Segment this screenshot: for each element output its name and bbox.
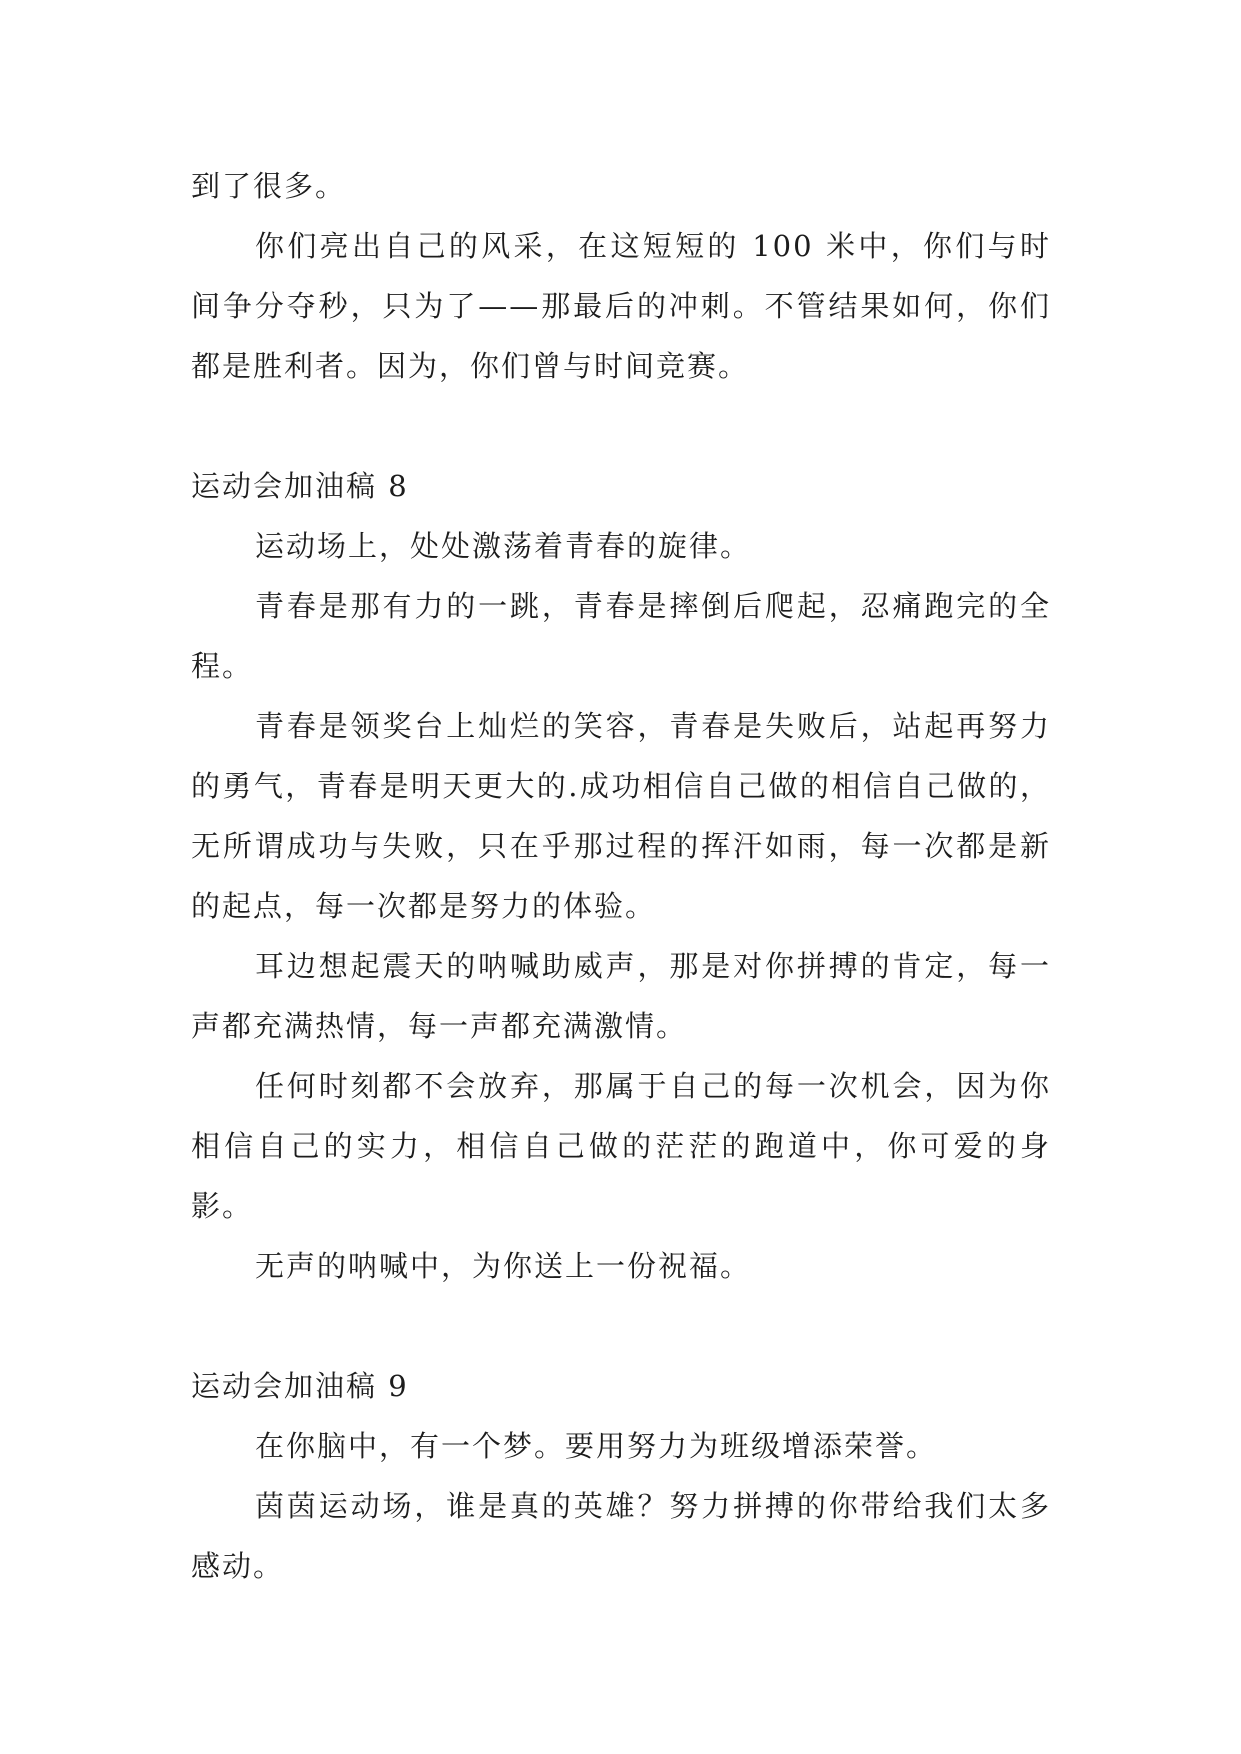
section-spacer xyxy=(191,1296,1051,1356)
paragraph: 青春是那有力的一跳，青春是摔倒后爬起，忍痛跑完的全程。 xyxy=(191,589,1051,683)
section-heading-9: 运动会加油稿 9 xyxy=(191,1369,409,1403)
section-heading-8: 运动会加油稿 8 xyxy=(191,469,409,503)
paragraph: 青春是领奖台上灿烂的笑容，青春是失败后，站起再努力的勇气，青春是明天更大的.成功相信自己做的相信自己做的，无所谓成功与失败，只在乎那过程的挥汗如雨，每一次都是新的起点，每一次都是努力的体验。 xyxy=(191,709,1051,923)
document-body xyxy=(191,156,1051,1596)
paragraph: 在你脑中，有一个梦。要用努力为班级增添荣誉。 xyxy=(255,1429,938,1463)
paragraph-continued: 到了很多。 xyxy=(191,169,347,203)
paragraph: 茵茵运动场，谁是真的英雄？努力拼搏的你带给我们太多感动。 xyxy=(191,1489,1051,1583)
paragraph: 无声的呐喊中，为你送上一份祝福。 xyxy=(255,1249,752,1283)
section-spacer xyxy=(191,396,1051,456)
paragraph: 任何时刻都不会放弃，那属于自己的每一次机会，因为你相信自己的实力，相信自己做的茫茫的跑道中，你可爱的身影。 xyxy=(191,1069,1051,1223)
paragraph: 耳边想起震天的呐喊助威声，那是对你拼搏的肯定，每一声都充满热情，每一声都充满激情。 xyxy=(191,949,1051,1043)
paragraph: 运动场上，处处激荡着青春的旋律。 xyxy=(255,529,752,563)
paragraph: 你们亮出自己的风采，在这短短的 100 米中，你们与时间争分夺秒，只为了——那最后的冲刺。不管结果如何，你们都是胜利者。因为，你们曾与时间竞赛。 xyxy=(191,229,1051,383)
